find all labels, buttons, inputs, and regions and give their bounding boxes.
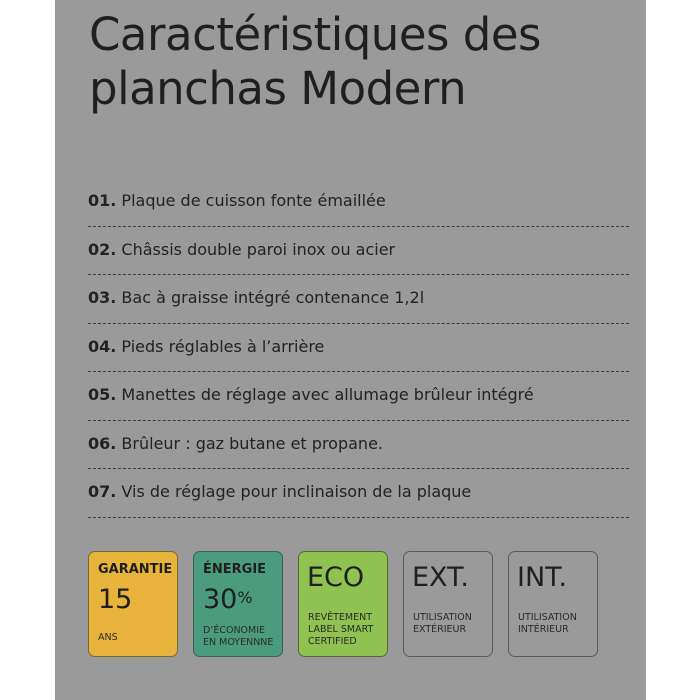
feature-list [88,178,629,518]
feature-number: 02. [88,239,117,259]
feature-item [88,324,629,373]
energie-value-wrap [203,584,253,616]
garantie-unit: ANS [98,632,118,643]
feature-text: Châssis double paroi inox ou acier [116,239,396,259]
feature-text: Plaque de cuisson fonte émaillée [116,191,386,210]
feature-item [88,275,629,324]
feature-number: 03. [88,288,117,307]
feature-number: 04. [88,336,117,356]
ext-caption: UTILISATION EXTÉRIEUR [413,612,472,635]
garantie-value: 15 [98,584,133,615]
feature-number: 06. [88,433,117,453]
feature-text: Manettes de réglage avec allumage brûleur intégré [116,385,534,404]
feature-item [88,469,629,518]
features-panel [55,0,646,700]
feature-text: Pieds réglables à l’arrière [116,336,325,356]
title-line-1: Caractéristiques des [89,8,541,61]
ext-label: EXT. [412,562,469,593]
eco-label: ECO [307,562,365,593]
eco-badge [298,551,388,657]
feature-number: 01. [88,191,117,210]
ext-badge [403,551,493,657]
feature-text: Bac à graisse intégré contenance 1,2l [116,288,425,307]
energie-caption: D’ÉCONOMIE EN MOYENNNE [203,625,274,648]
feature-text: Brûleur : gaz butane et propane. [116,433,383,453]
feature-item [88,421,629,470]
int-caption: UTILISATION INTÉRIEUR [518,612,577,635]
feature-number: 07. [88,482,117,501]
feature-number: 05. [88,385,117,404]
eco-caption: REVÊTEMENT LABEL SMART CERTIFIED [308,612,374,647]
energie-percent: % [237,588,253,607]
feature-text: Vis de réglage pour inclinaison de la plaque [116,482,472,501]
page-title [89,8,541,116]
badge-row [88,551,608,661]
energie-value: 30 [203,584,238,615]
feature-item [88,178,629,227]
int-label: INT. [517,562,568,593]
garantie-label: GARANTIE [98,562,173,577]
feature-item [88,227,629,276]
energie-badge [193,551,283,657]
energie-label: ÉNERGIE [203,562,267,577]
int-badge [508,551,598,657]
title-line-2: planchas Modern [89,62,467,115]
feature-item [88,372,629,421]
garantie-badge [88,551,178,657]
